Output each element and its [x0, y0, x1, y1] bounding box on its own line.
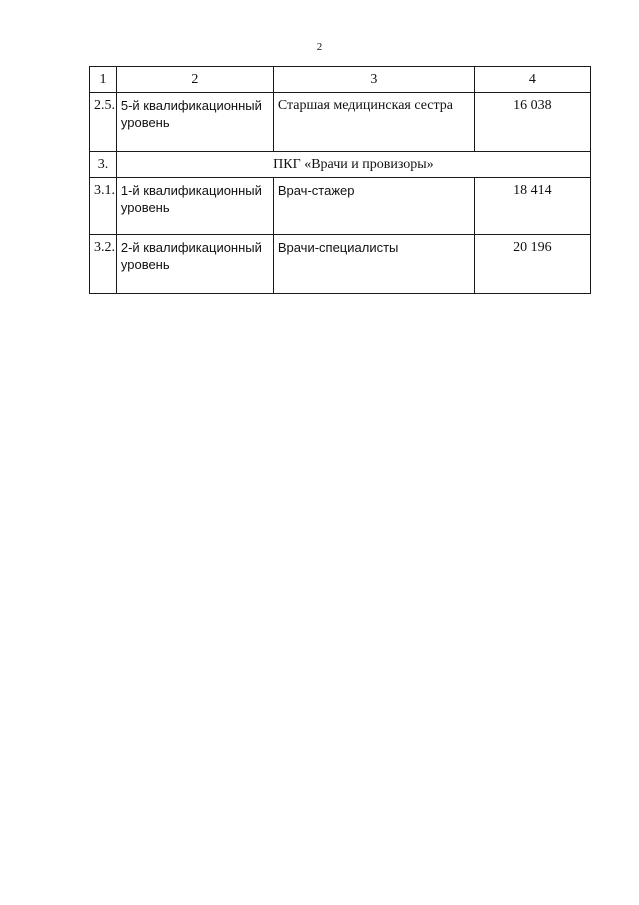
qualification-level: 5-й квалификационный уровень: [116, 93, 273, 152]
table-section-row: [90, 152, 591, 178]
header-cell: 3: [273, 67, 474, 93]
page-number: 2: [316, 41, 323, 53]
row-number: 3.1.: [90, 178, 117, 235]
header-cell: 4: [474, 67, 590, 93]
row-number: 3.: [90, 152, 117, 178]
position-name: Старшая медицинская сестра: [273, 93, 474, 152]
position-name: Врач-стажер: [273, 178, 474, 235]
table-row: [90, 178, 591, 235]
salary-value: 16 038: [474, 93, 590, 152]
section-title: ПКГ «Врачи и провизоры»: [116, 152, 590, 178]
salary-value: 20 196: [474, 235, 590, 294]
row-number: 3.2.: [90, 235, 117, 294]
header-cell: 1: [90, 67, 117, 93]
salary-value: 18 414: [474, 178, 590, 235]
row-number: 2.5.: [90, 93, 117, 152]
table-header-row: [90, 67, 591, 93]
table-row: [90, 93, 591, 152]
table-row: [90, 235, 591, 294]
qualification-level: 1-й квалификационный уровень: [116, 178, 273, 235]
qualification-level: 2-й квалификационный уровень: [116, 235, 273, 294]
header-cell: 2: [116, 67, 273, 93]
position-name: Врачи-специалисты: [273, 235, 474, 294]
salary-table: [89, 66, 591, 294]
